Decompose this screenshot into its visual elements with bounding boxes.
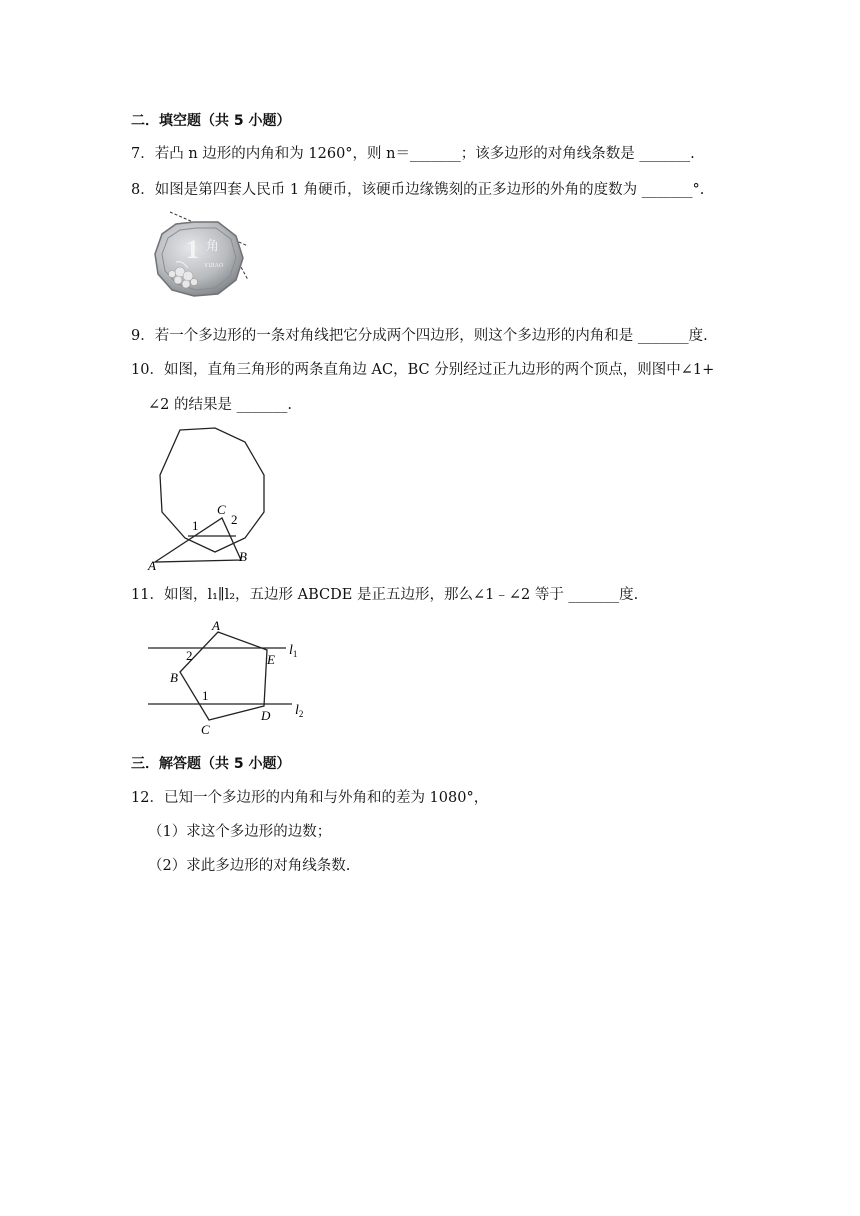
question-9: 9．若一个多边形的一条对角线把它分成两个四边形，则这个多边形的内角和是 _______度.: [131, 328, 708, 344]
pentagon-figure: [146, 616, 316, 740]
coin-body: [155, 222, 243, 296]
coin-digit: 1: [186, 235, 199, 264]
angle-1-label: 1: [192, 518, 199, 533]
question-10-line1: 10．如图，直角三角形的两条直角边 AC，BC 分别经过正九边形的两个顶点，则图中∠1+: [131, 362, 715, 378]
coin-pinyin: YIJIAO: [204, 263, 224, 269]
section-3-title: 三．解答题（共 5 小题）: [131, 756, 291, 772]
label-B: B: [170, 670, 178, 685]
label-l2: $l_2$: [295, 703, 304, 719]
label-C: C: [201, 722, 210, 737]
question-12: 12．已知一个多边形的内角和与外角和的差为 1080°，: [131, 790, 489, 806]
question-10-line2: ∠2 的结果是 _______.: [148, 397, 292, 413]
nonagon-figure: [140, 420, 280, 576]
coin-figure: [148, 210, 254, 306]
coin-character: 角: [206, 238, 220, 253]
angle-2-label: 2: [186, 648, 193, 663]
question-8: 8．如图是第四套人民币 1 角硬币，该硬币边缘镌刻的正多边形的外角的度数为 _______°.: [131, 182, 705, 198]
question-12-part-1: （1）求这个多边形的边数；: [148, 824, 332, 840]
label-E: E: [267, 652, 275, 667]
label-D: D: [261, 708, 271, 723]
regular-pentagon: [180, 632, 267, 720]
label-A: A: [212, 618, 220, 633]
label-A: A: [148, 558, 156, 573]
angle-1-label: 1: [202, 688, 209, 703]
label-C: C: [217, 502, 226, 517]
question-12-part-2: （2）求此多边形的对角线条数.: [148, 858, 351, 874]
regular-nonagon: [160, 428, 264, 552]
angle-2-label: 2: [231, 512, 238, 527]
question-7: 7．若凸 n 边形的内角和为 1260°，则 n＝_______；该多边形的对角线条数是 _______.: [131, 146, 695, 162]
section-2-title: 二．填空题（共 5 小题）: [131, 113, 291, 129]
label-l1: $l_1$: [289, 643, 298, 659]
label-B: B: [239, 549, 247, 564]
question-11: 11．如图，l₁∥l₂，五边形 ABCDE 是正五边形，那么∠1﹣∠2 等于 _______度.: [131, 587, 639, 603]
